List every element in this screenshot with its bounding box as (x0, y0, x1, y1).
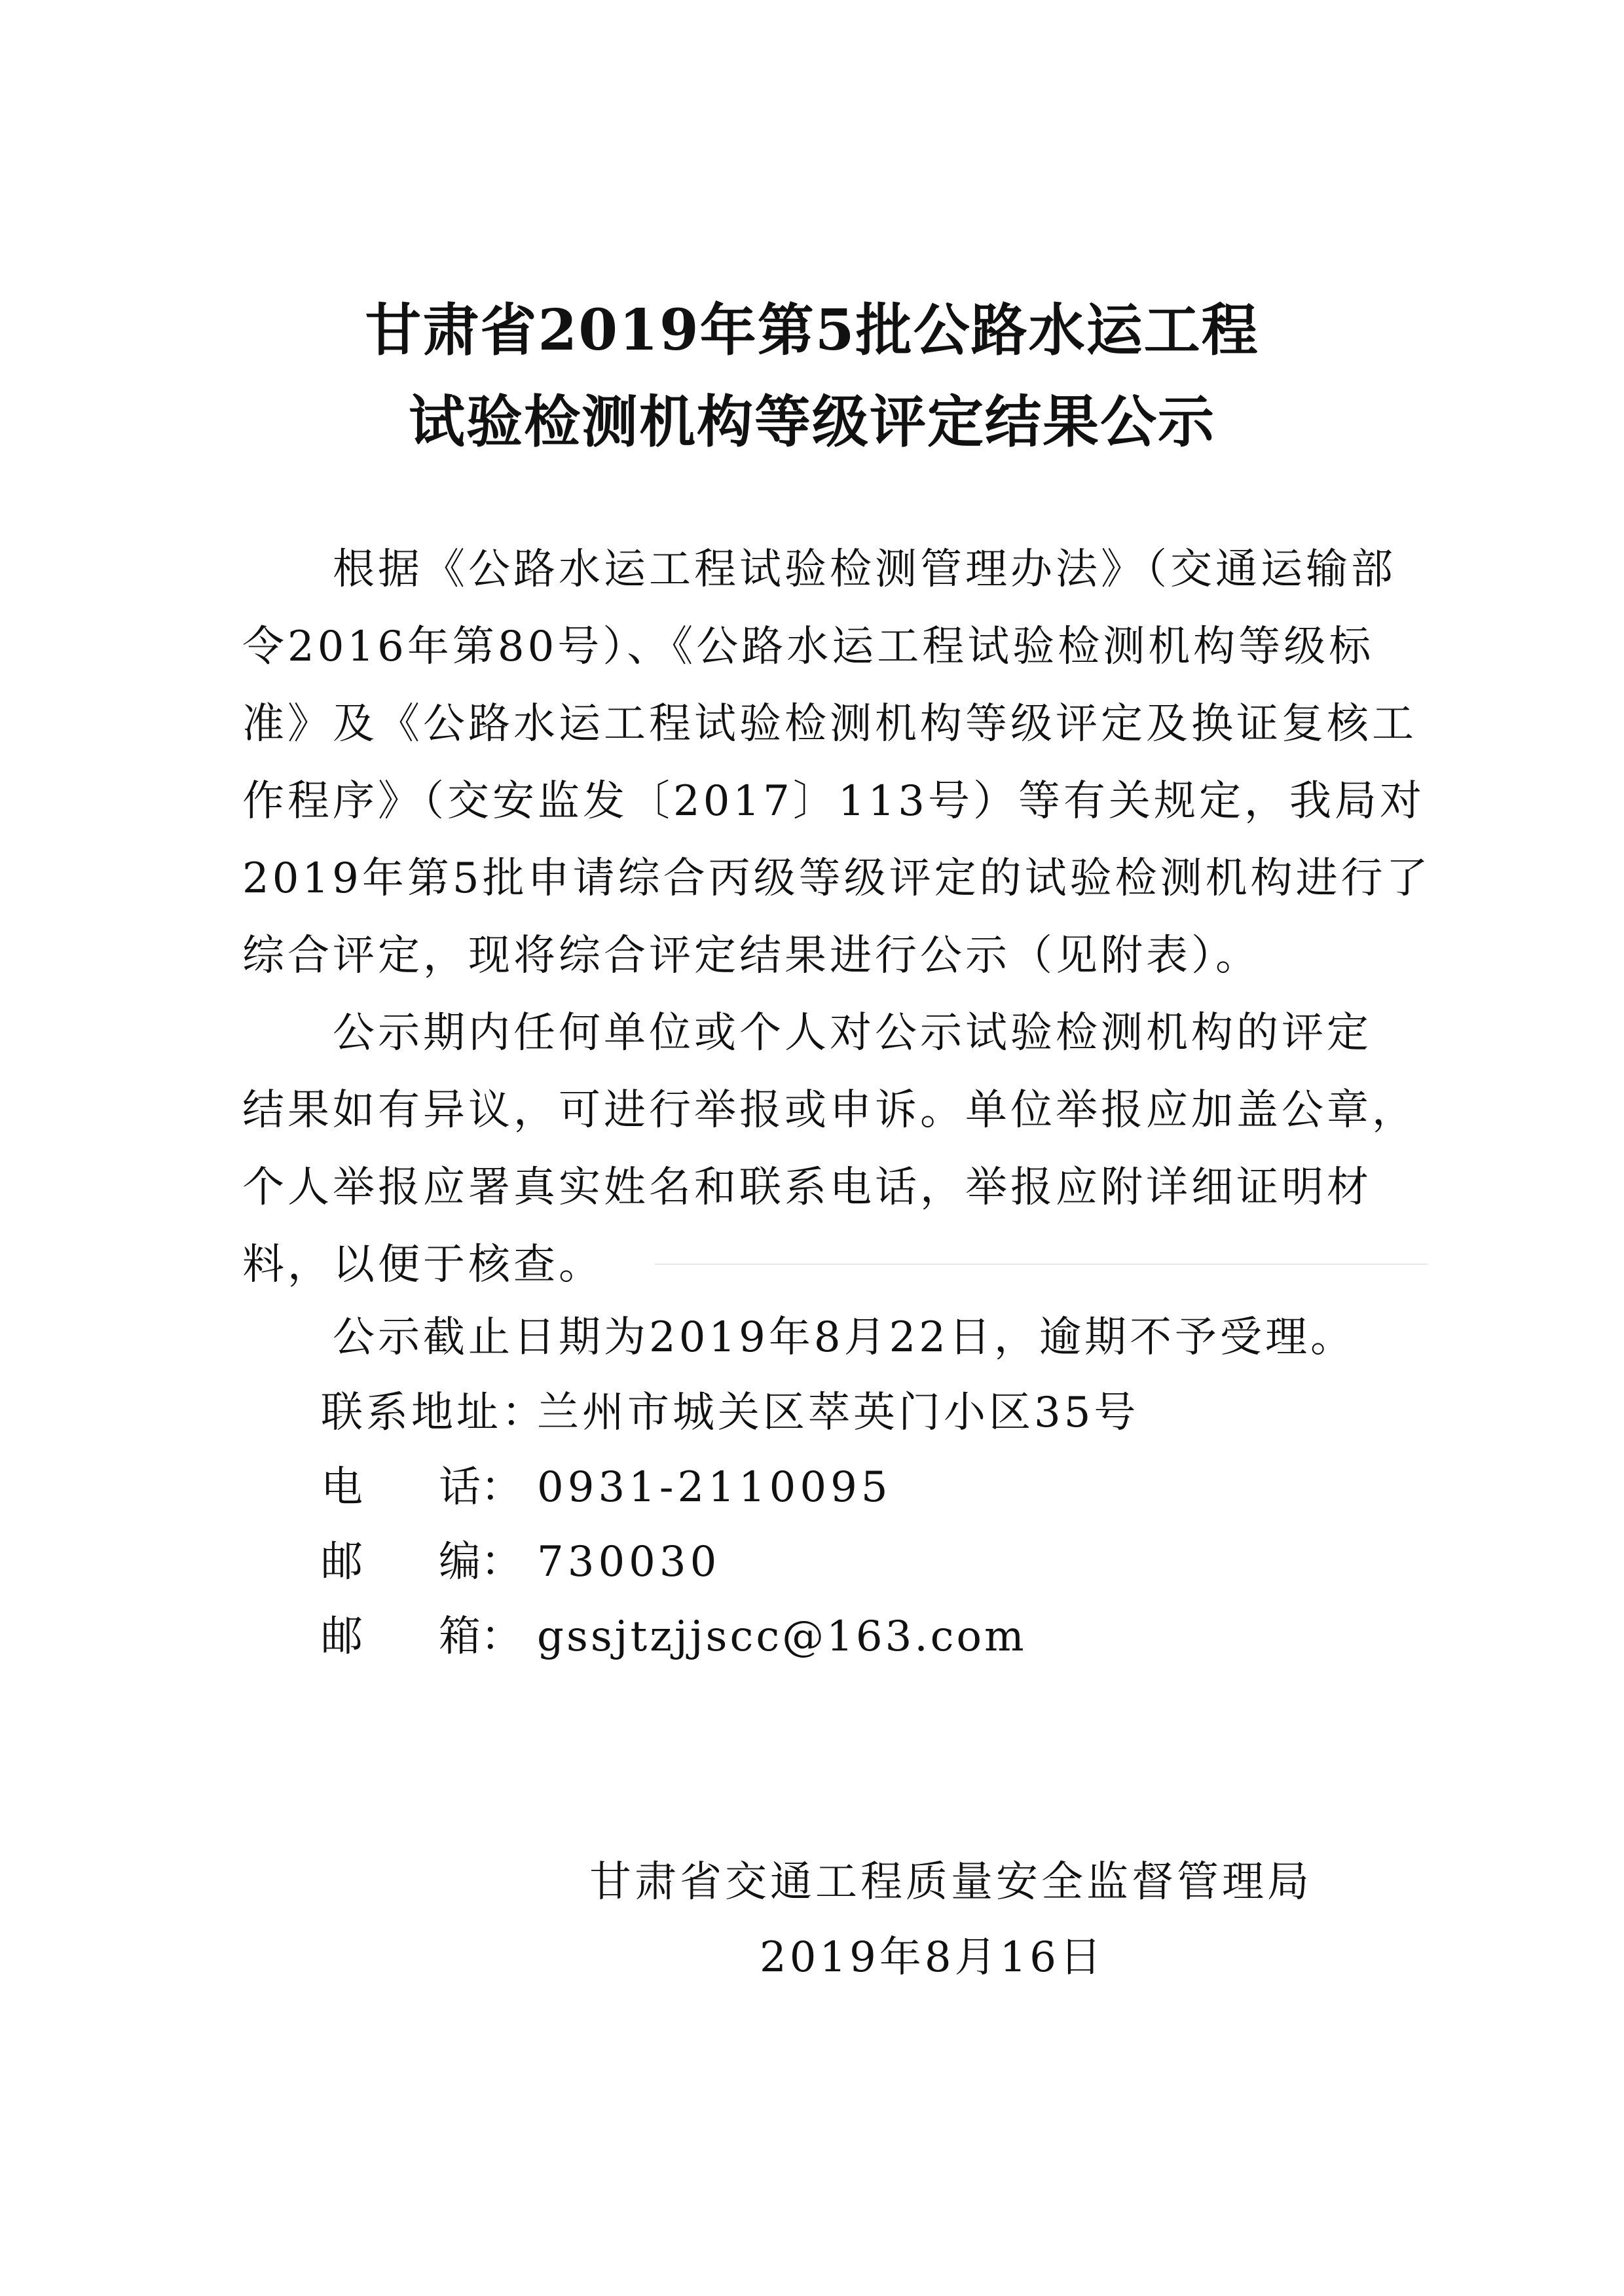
email-value: gssjtzjjscc@163.com (537, 1613, 1027, 1661)
address-label: 联系地址： (321, 1389, 547, 1437)
paragraph-2-line-3: 个人举报应署真实姓名和联系电话，举报应附详细证明材 (242, 1163, 1372, 1212)
deadline-text: 公示截止日期为2019年8月22日，逾期不予受理。 (242, 1313, 1356, 1362)
issuing-organization: 甘肃省交通工程质量安全监督管理局 (589, 1858, 1312, 1906)
postcode-label-char-2: 编： (439, 1538, 523, 1586)
document-title-line-2: 试验检测机构等级评定结果公示 (409, 389, 1215, 455)
scan-artifact-line (655, 1264, 1428, 1265)
paragraph-1-line-5: 2019年第5批申请综合丙级等级评定的试验检测机构进行了 (242, 854, 1431, 903)
postcode-value: 730030 (537, 1538, 721, 1586)
paragraph-1-line-2: 令2016年第80号）、《公路水运工程试验检测机构等级标 (242, 623, 1375, 671)
paragraph-1-line-1: 根据《公路水运工程试验检测管理办法》（交通运输部 (242, 545, 1396, 594)
phone-value: 0931-2110095 (537, 1463, 892, 1512)
issue-date: 2019年8月16日 (760, 1933, 1105, 1982)
paragraph-1-line-4: 作程序》（交安监发〔2017〕113号）等有关规定，我局对 (242, 777, 1426, 826)
phone-label-char-1: 电 (321, 1463, 363, 1512)
paragraph-2-line-4: 料，以便于核查。 (242, 1241, 604, 1289)
paragraph-1-line-3: 准》及《公路水运工程试验检测机构等级评定及换证复核工 (242, 700, 1417, 748)
paragraph-1-line-6: 综合评定，现将综合评定结果进行公示（见附表）。 (242, 932, 1261, 980)
document-title-line-1: 甘肃省2019年第5批公路水运工程 (365, 297, 1259, 363)
email-label-char-2: 箱： (439, 1613, 523, 1661)
phone-label-char-2: 话： (439, 1463, 523, 1512)
paragraph-2-line-2: 结果如有异议，可进行举报或申诉。单位举报应加盖公章， (242, 1086, 1417, 1135)
paragraph-2-line-1: 公示期内任何单位或个人对公示试验检测机构的评定 (242, 1009, 1372, 1057)
postcode-label-char-1: 邮 (321, 1538, 363, 1586)
address-value: 兰州市城关区萃英门小区35号 (537, 1389, 1139, 1437)
email-label-char-1: 邮 (321, 1613, 363, 1661)
